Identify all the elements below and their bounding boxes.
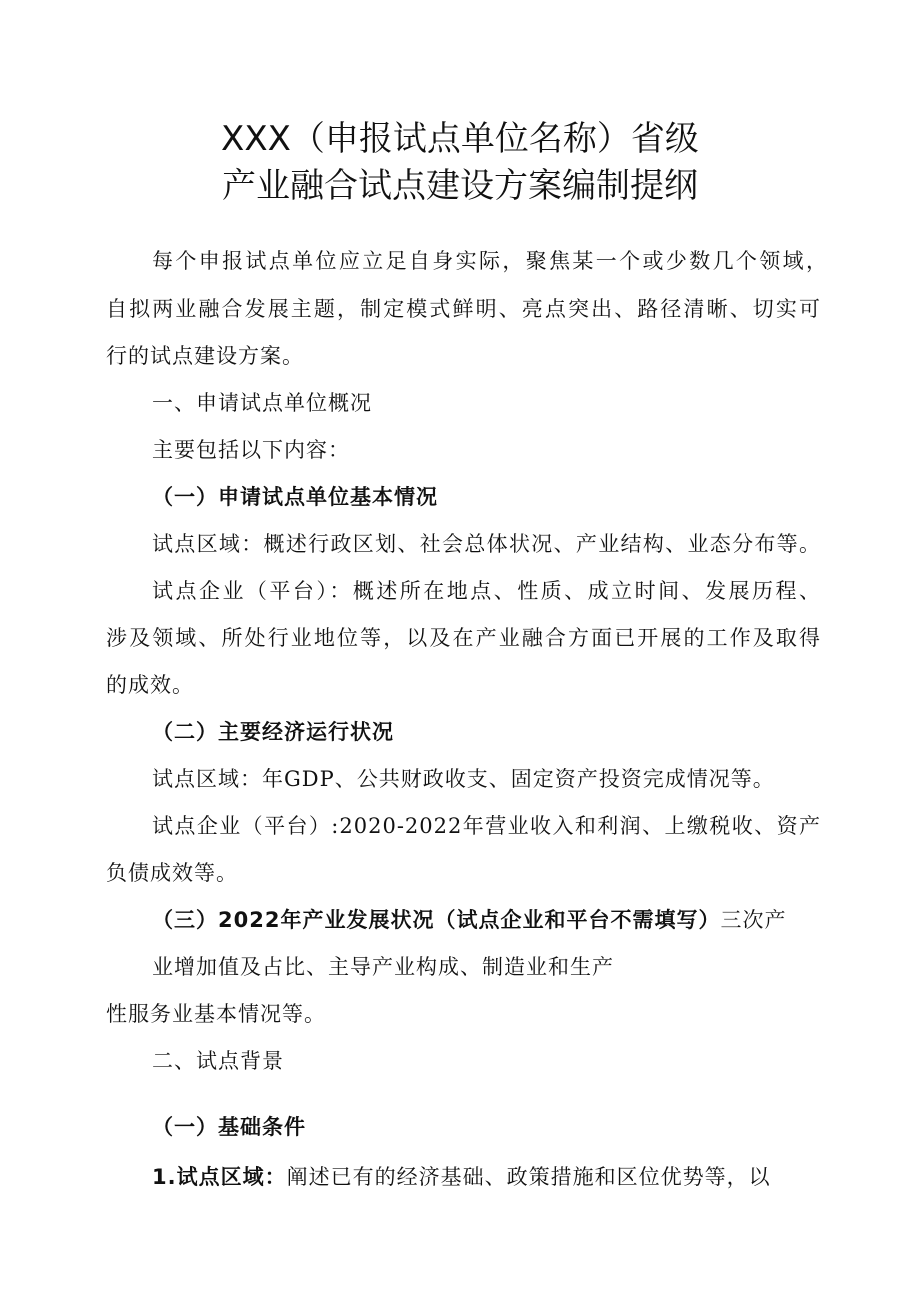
section-2-subsection-1-heading: （一）基础条件 xyxy=(152,1115,306,1139)
subsection-2-heading: （二）主要经济运行状况 xyxy=(152,720,394,744)
section-2-heading: 二、试点背景 xyxy=(152,1049,284,1073)
subsection-3-text-start: 三次产 xyxy=(720,908,787,932)
section-2-item-1-label: 1.试点区域： xyxy=(152,1165,287,1189)
intro-line-1: 每个申报试点单位应立足自身实际，聚焦某一个或少数几个领域， xyxy=(152,249,828,273)
subsection-3-line-2: 业增加值及占比、主导产业构成、制造业和生产 xyxy=(152,955,614,979)
document-title-line-1: XXX（申报试点单位名称）省级 xyxy=(221,119,699,159)
subsection-3-heading-line xyxy=(152,905,786,935)
subsection-2-enterprise-line-1: 试点企业（平台）:2020-2022年营业收入和利润、上缴税收、资产 xyxy=(152,814,821,838)
subsection-1-area: 试点区域：概述行政区划、社会总体状况、产业结构、业态分布等。 xyxy=(152,532,821,556)
section-1-heading: 一、申请试点单位概况 xyxy=(152,391,372,415)
intro-line-2: 自拟两业融合发展主题，制定模式鲜明、亮点突出、路径清晰、切实可 xyxy=(106,297,821,321)
section-1-intro: 主要包括以下内容： xyxy=(152,438,350,462)
subsection-1-enterprise-line-3: 的成效。 xyxy=(106,673,194,697)
subsection-2-area: 试点区域：年GDP、公共财政收支、固定资产投资完成情况等。 xyxy=(152,767,775,791)
subsection-1-enterprise-line-1: 试点企业（平台）：概述所在地点、性质、成立时间、发展历程、 xyxy=(152,579,821,603)
subsection-1-heading: （一）申请试点单位基本情况 xyxy=(152,485,438,509)
intro-line-3: 行的试点建设方案。 xyxy=(106,344,304,368)
section-2-item-1 xyxy=(152,1162,771,1192)
document-title-line-2: 产业融合试点建设方案编制提纲 xyxy=(222,166,698,206)
subsection-3-heading: （三）2022年产业发展状况（试点企业和平台不需填写） xyxy=(152,908,721,932)
subsection-2-enterprise-line-2: 负债成效等。 xyxy=(106,861,238,885)
subsection-1-enterprise-line-2: 涉及领域、所处行业地位等，以及在产业融合方面已开展的工作及取得 xyxy=(106,626,821,650)
section-2-item-1-text: 阐述已有的经济基础、政策措施和区位优势等，以 xyxy=(286,1165,771,1189)
subsection-3-line-3: 性服务业基本情况等。 xyxy=(106,1002,326,1026)
